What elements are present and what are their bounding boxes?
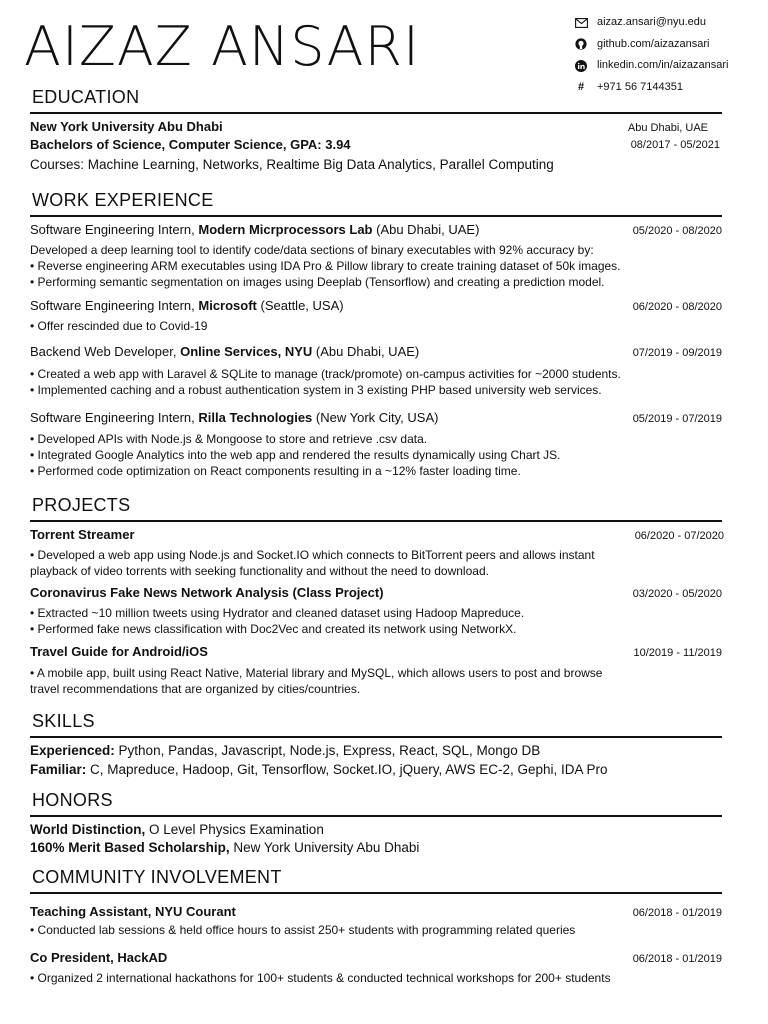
- job-title-line: Software Engineering Intern, Modern Micrprocessors Lab (Abu Dhabi, UAE): [30, 222, 480, 237]
- section-divider: [30, 520, 722, 522]
- job-bullet: • Reverse engineering ARM executables using IDA Pro & Pillow library to create training dataset of 50k images.: [30, 259, 621, 273]
- contact-linkedin-text: linkedin.com/in/aizazansari: [597, 59, 729, 71]
- project-dates: 10/2019 - 11/2019: [633, 647, 722, 659]
- linkedin-icon: [574, 59, 588, 73]
- work-section: [30, 189, 722, 217]
- honor-item: World Distinction, O Level Physics Examination: [30, 822, 324, 837]
- project-dates: 03/2020 - 05/2020: [632, 588, 722, 600]
- contact-linkedin[interactable]: [574, 55, 728, 77]
- education-courses: Courses: Machine Learning, Networks, Realtime Big Data Analytics, Parallel Computing: [30, 157, 554, 172]
- project-name: Torrent Streamer: [30, 527, 135, 542]
- job-dates: 07/2019 - 09/2019: [632, 347, 722, 359]
- contact-github[interactable]: [574, 34, 728, 56]
- section-divider: [30, 736, 722, 738]
- contact-phone-text: +971 56 7144351: [597, 80, 683, 93]
- section-title: EDUCATION: [32, 87, 140, 107]
- project-bullet: • Extracted ~10 million tweets using Hydrator and cleaned dataset using Hadoop Mapreduce.: [30, 606, 525, 620]
- job-bullet: • Performed code optimization on React components resulting in a ~12% faster loading time.: [30, 464, 521, 478]
- section-title: WORK EXPERIENCE: [32, 190, 214, 210]
- community-role: Teaching Assistant, NYU Courant: [30, 904, 236, 919]
- mail-icon: [574, 16, 588, 30]
- project-bullet: • Developed a web app using Node.js and Socket.IO which connects to BitTorrent peers and allows instant: [30, 548, 595, 562]
- job-dates: 06/2020 - 08/2020: [632, 301, 722, 313]
- section-title: COMMUNITY INVOLVEMENT: [32, 867, 282, 887]
- phone-icon: #: [577, 80, 585, 93]
- job-bullet: • Integrated Google Analytics into the web app and rendered the results dynamically using Chart JS.: [30, 448, 561, 462]
- community-role: Co President, HackAD: [30, 950, 168, 965]
- job-dates: 05/2020 - 08/2020: [632, 225, 722, 237]
- job-bullet: • Implemented caching and a robust authentication system in 3 existing PHP based university web services.: [30, 383, 602, 397]
- job-title-line: Backend Web Developer, Online Services, NYU (Abu Dhabi, UAE): [30, 344, 420, 359]
- skills-familiar: Familiar: C, Mapreduce, Hadoop, Git, Tensorflow, Socket.IO, jQuery, AWS EC-2, Gephi, IDA Pro: [30, 762, 608, 777]
- community-bullet: • Organized 2 international hackathons for 100+ students & conducted technical workshops for 200+ students: [30, 971, 611, 985]
- section-title: HONORS: [32, 790, 113, 810]
- section-title: PROJECTS: [32, 495, 131, 515]
- education-location: Abu Dhabi, UAE: [627, 122, 708, 134]
- project-bullet: • A mobile app, built using React Native, Material library and MySQL, which allows users to post and browse: [30, 666, 603, 680]
- section-divider: [30, 215, 722, 217]
- section-divider: [30, 815, 722, 817]
- skills-experienced: Experienced: Python, Pandas, Javascript, Node.js, Express, React, SQL, Mongo DB: [30, 743, 541, 758]
- job-title-line: Software Engineering Intern, Microsoft (Seattle, USA): [30, 298, 344, 313]
- contact-github-text: github.com/aizazansari: [597, 37, 710, 50]
- projects-section: [30, 494, 722, 522]
- community-bullet: • Conducted lab sessions & held office hours to assist 250+ students with programming related queries: [30, 923, 576, 937]
- honors-section: [30, 789, 722, 817]
- community-dates: 06/2018 - 01/2019: [632, 953, 722, 965]
- job-bullet: • Developed APIs with Node.js & Mongoose to store and retrieve .csv data.: [30, 432, 428, 446]
- job-dates: 05/2019 - 07/2019: [632, 413, 722, 425]
- project-bullet: travel recommendations that are organized by cities/countries.: [30, 682, 361, 696]
- job-bullet: • Created a web app with Laravel & SQLite to manage (track/promote) on-campus activities for ~2000 students.: [30, 367, 621, 381]
- contact-email-text: aizaz.ansari@nyu.edu: [597, 16, 707, 28]
- honor-item: 160% Merit Based Scholarship, New York University Abu Dhabi: [30, 840, 420, 855]
- project-name: Travel Guide for Android/iOS: [30, 644, 208, 659]
- project-bullet: • Performed fake news classification with Doc2Vec and created its network using NetworkX.: [30, 622, 517, 636]
- job-title-line: Software Engineering Intern, Rilla Technologies (New York City, USA): [30, 410, 439, 425]
- education-degree: Bachelors of Science, Computer Science, GPA: 3.94: [30, 137, 351, 152]
- skills-section: [30, 710, 722, 738]
- education-school: New York University Abu Dhabi: [30, 119, 223, 134]
- section-divider: [30, 112, 722, 114]
- project-bullet: playback of video torrents with seeking functionality and without the need to download.: [30, 564, 489, 578]
- community-dates: 06/2018 - 01/2019: [632, 907, 722, 919]
- contact-email[interactable]: [574, 12, 728, 34]
- education-dates: 08/2017 - 05/2021: [630, 139, 720, 151]
- community-section: [30, 866, 722, 894]
- education-section: [30, 86, 722, 114]
- github-icon: [574, 37, 588, 51]
- job-bullet: • Performing semantic segmentation on images using Deeplab (Tensorflow) and creating a prediction model.: [30, 275, 605, 289]
- job-bullet: • Offer rescinded due to Covid-19: [30, 319, 208, 333]
- job-description: Developed a deep learning tool to identify code/data sections of binary executables with 92% accuracy by:: [30, 243, 594, 257]
- project-name: Coronavirus Fake News Network Analysis (Class Project): [30, 585, 384, 600]
- section-divider: [30, 892, 722, 894]
- project-dates: 06/2020 - 07/2020: [634, 530, 724, 542]
- candidate-name: AIZAZ ANSARI: [24, 15, 420, 78]
- section-title: SKILLS: [32, 711, 95, 731]
